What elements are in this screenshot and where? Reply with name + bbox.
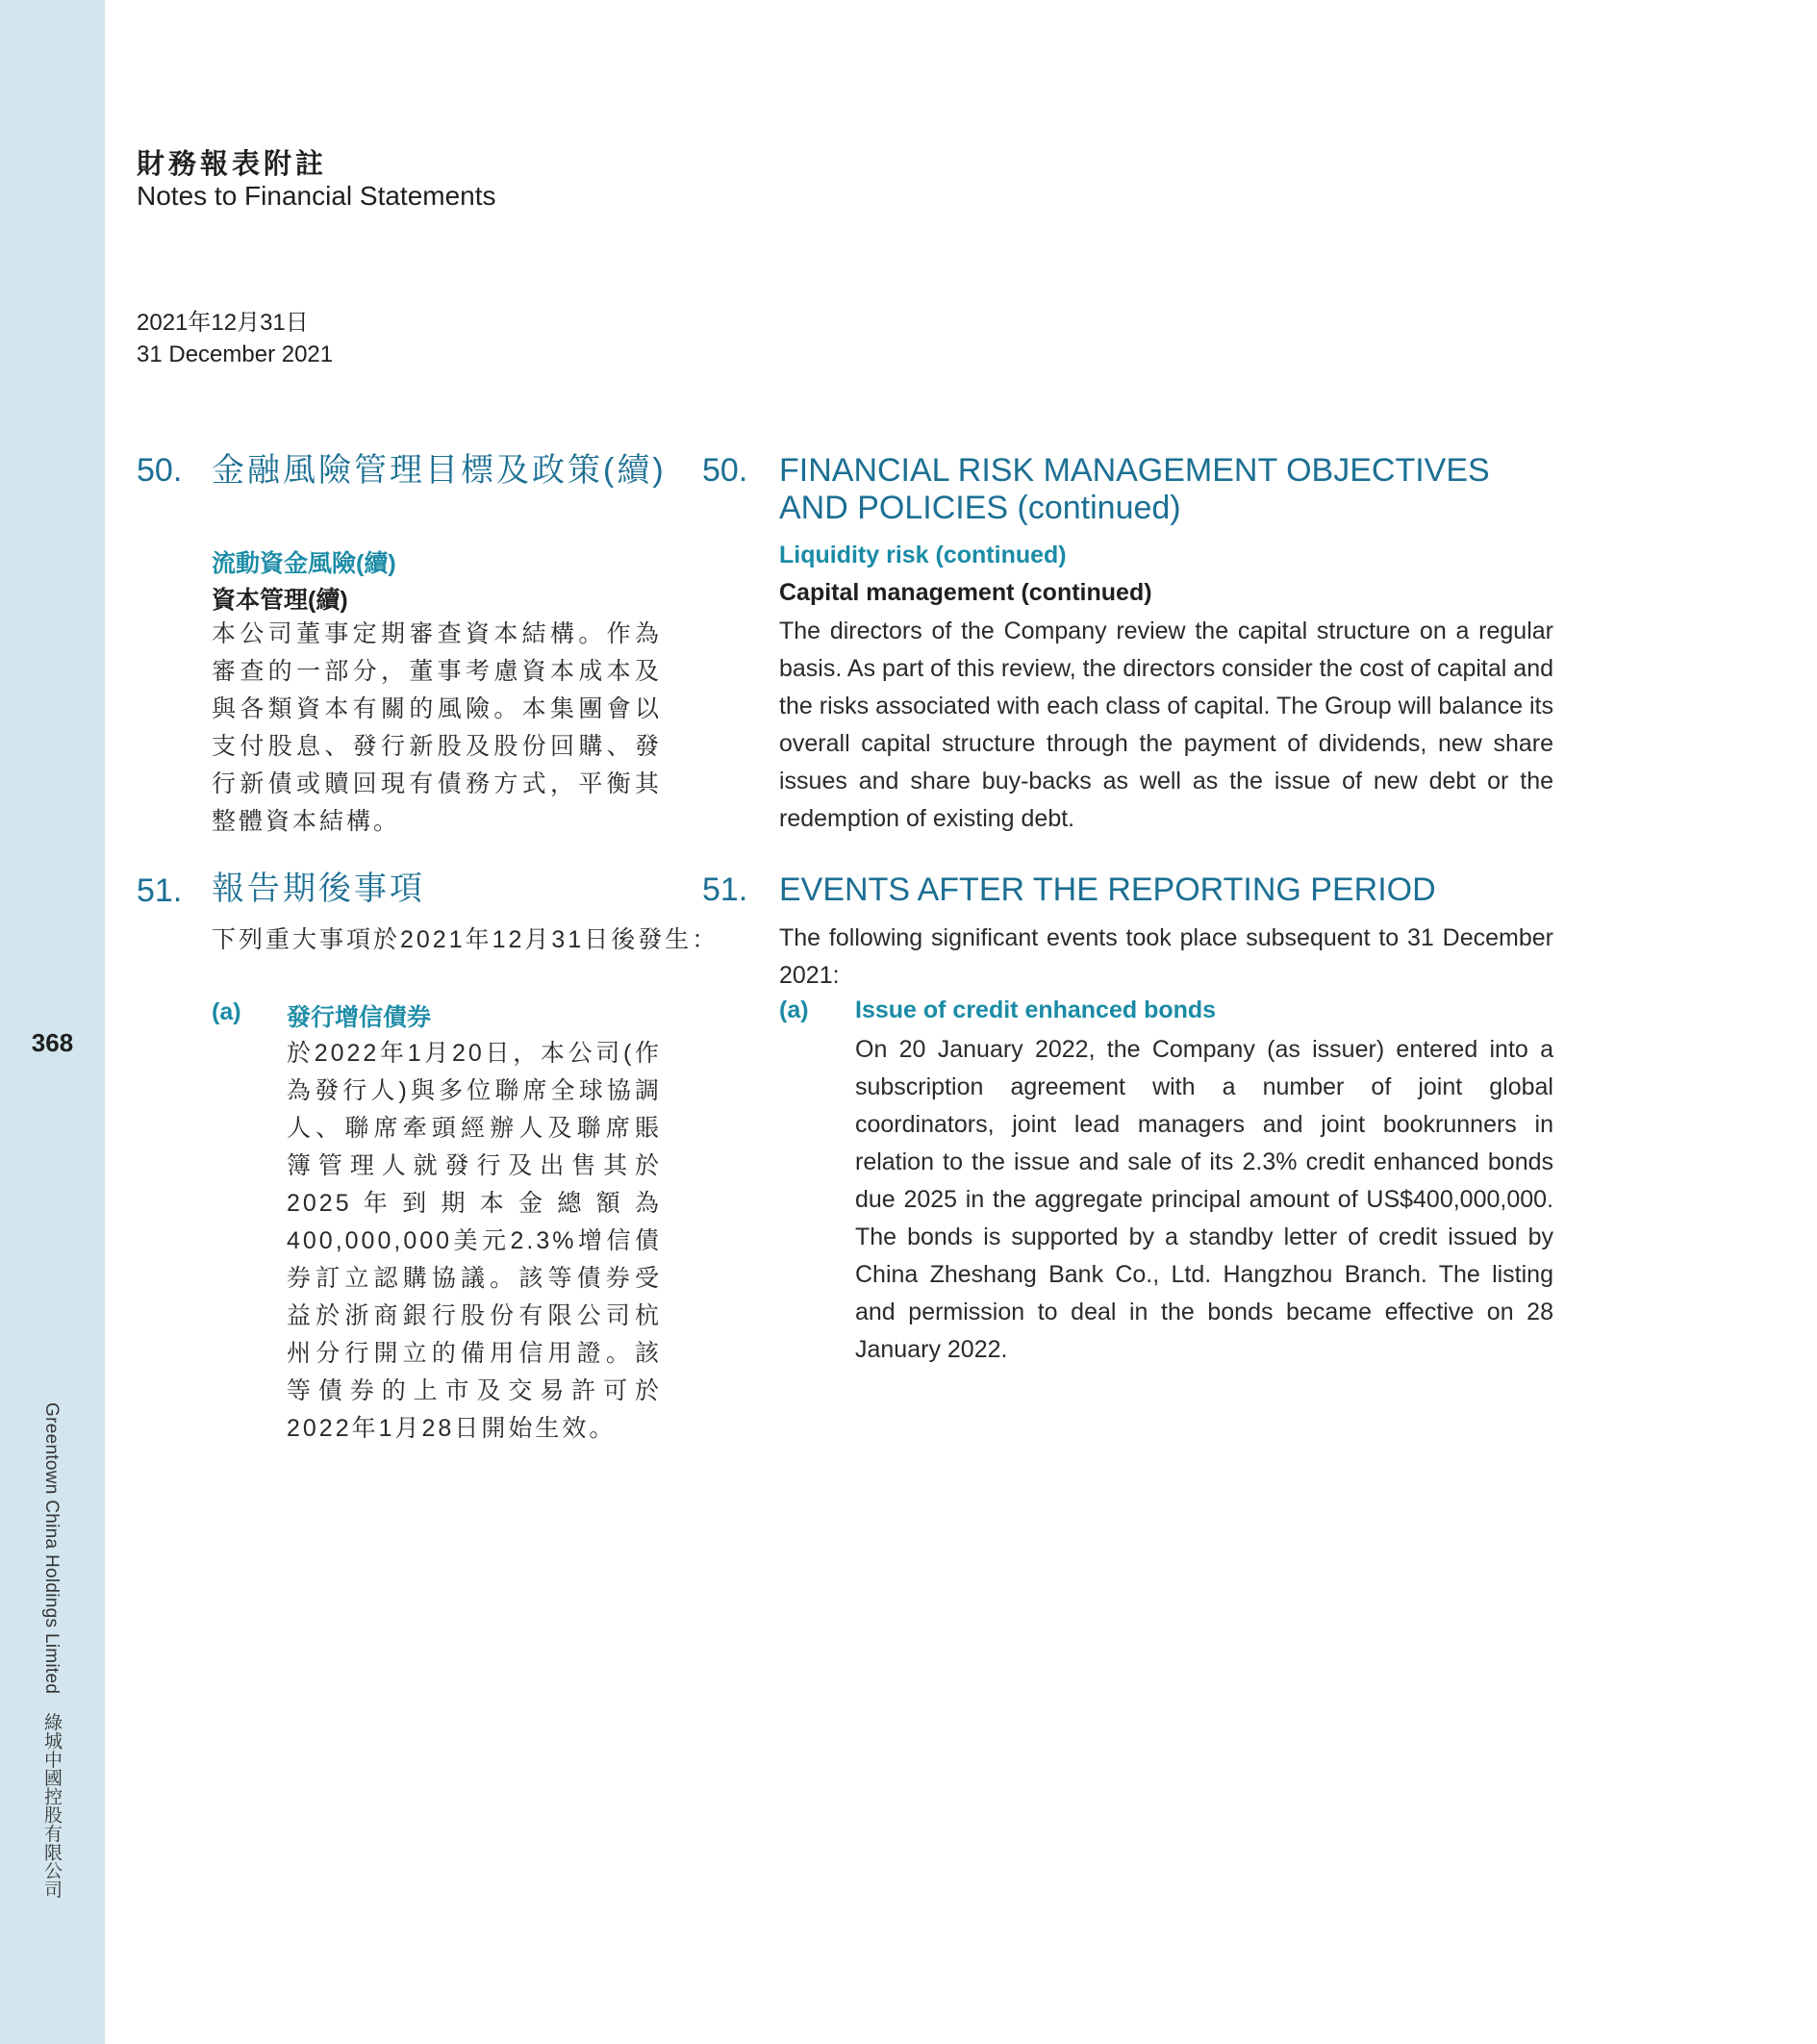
en-events-intro: The following significant events took place subsequent to 31 December 2021:	[779, 924, 1553, 989]
date-en: 31 December 2021	[137, 341, 334, 367]
date-zh: 2021年12月31日	[137, 310, 309, 336]
en-section-50-number: 50.	[702, 452, 748, 489]
en-section-51-title: EVENTS AFTER THE REPORTING PERIOD	[779, 871, 1436, 908]
zh-section-50-title: 金融風險管理目標及政策(續)	[212, 452, 667, 489]
page-number: 368	[31, 1028, 74, 1057]
en-section-51-number: 51.	[702, 871, 748, 908]
zh-item-a-title: 發行增信債券	[287, 1004, 432, 1031]
en-liquidity-risk-heading: Liquidity risk (continued)	[779, 542, 1067, 568]
zh-capital-management-body: 本公司董事定期審查資本結構。作為審查的一部分，董事考慮資本成本及與各類資本有關的風險。本集團會以支付股息、發行新股及股份回購、發行新債或贖回現有債務方式，平衡其整體資本結構。	[212, 620, 662, 835]
company-name-vertical: Greentown China Holdings Limited 綠城中國控股有限公司	[41, 1402, 62, 1899]
en-section-50-title: FINANCIAL RISK MANAGEMENT OBJECTIVES AND POLICIES (continued)	[779, 452, 1490, 526]
zh-section-51-title: 報告期後事項	[212, 871, 425, 907]
page-title-zh: 財務報表附註	[137, 147, 328, 180]
zh-item-a-label: (a)	[212, 998, 241, 1025]
en-capital-management-heading: Capital management (continued)	[779, 579, 1152, 606]
page-title-en: Notes to Financial Statements	[137, 181, 496, 211]
zh-events-intro: 下列重大事項於2021年12月31日後發生：	[212, 926, 719, 953]
zh-section-51-number: 51.	[137, 872, 183, 909]
zh-section-50-number: 50.	[137, 452, 183, 489]
en-item-a-body: On 20 January 2022, the Company (as issuer) entered into a subscription agreement with a number of joint global coordinators, joint lead managers and joint bookrunners in relation to the issue and sale of its 2.3% credit enhanced bonds due 2025 in the aggregate principal amount of US$400,000,000. The bonds is supported by a standby letter of credit issued by China Zheshang Bank Co., Ltd. Hangzhou Branch. The listing and permission to deal in the bonds became effective on 28 January 2022.	[855, 1036, 1553, 1363]
en-item-a-label: (a)	[779, 997, 809, 1023]
zh-item-a-body: 於2022年1月20日，本公司(作為發行人)與多位聯席全球協調人、聯席牽頭經辦人及聯席賬簿管理人就發行及出售其於2025年到期本金總額為400,000,000美元2.3%增信債券訂立認購協議。該等債券受益於浙商銀行股份有限公司杭州分行開立的備用信用證。該等債券的上市及交易許可於2022年1月28日開始生效。	[287, 1040, 662, 1442]
en-item-a-title: Issue of credit enhanced bonds	[855, 997, 1217, 1023]
zh-capital-management-heading: 資本管理(續)	[212, 587, 348, 614]
en-capital-management-body: The directors of the Company review the capital structure on a regular basis. As part of this review, the directors consider the cost of capital and the risks associated with each class of capital. The Group will balance its overall capital structure through the payment of dividends, new share issues and share buy-backs as well as the issue of new debt or the redemption of existing debt.	[779, 618, 1553, 832]
zh-liquidity-risk-heading: 流動資金風險(續)	[212, 550, 396, 577]
